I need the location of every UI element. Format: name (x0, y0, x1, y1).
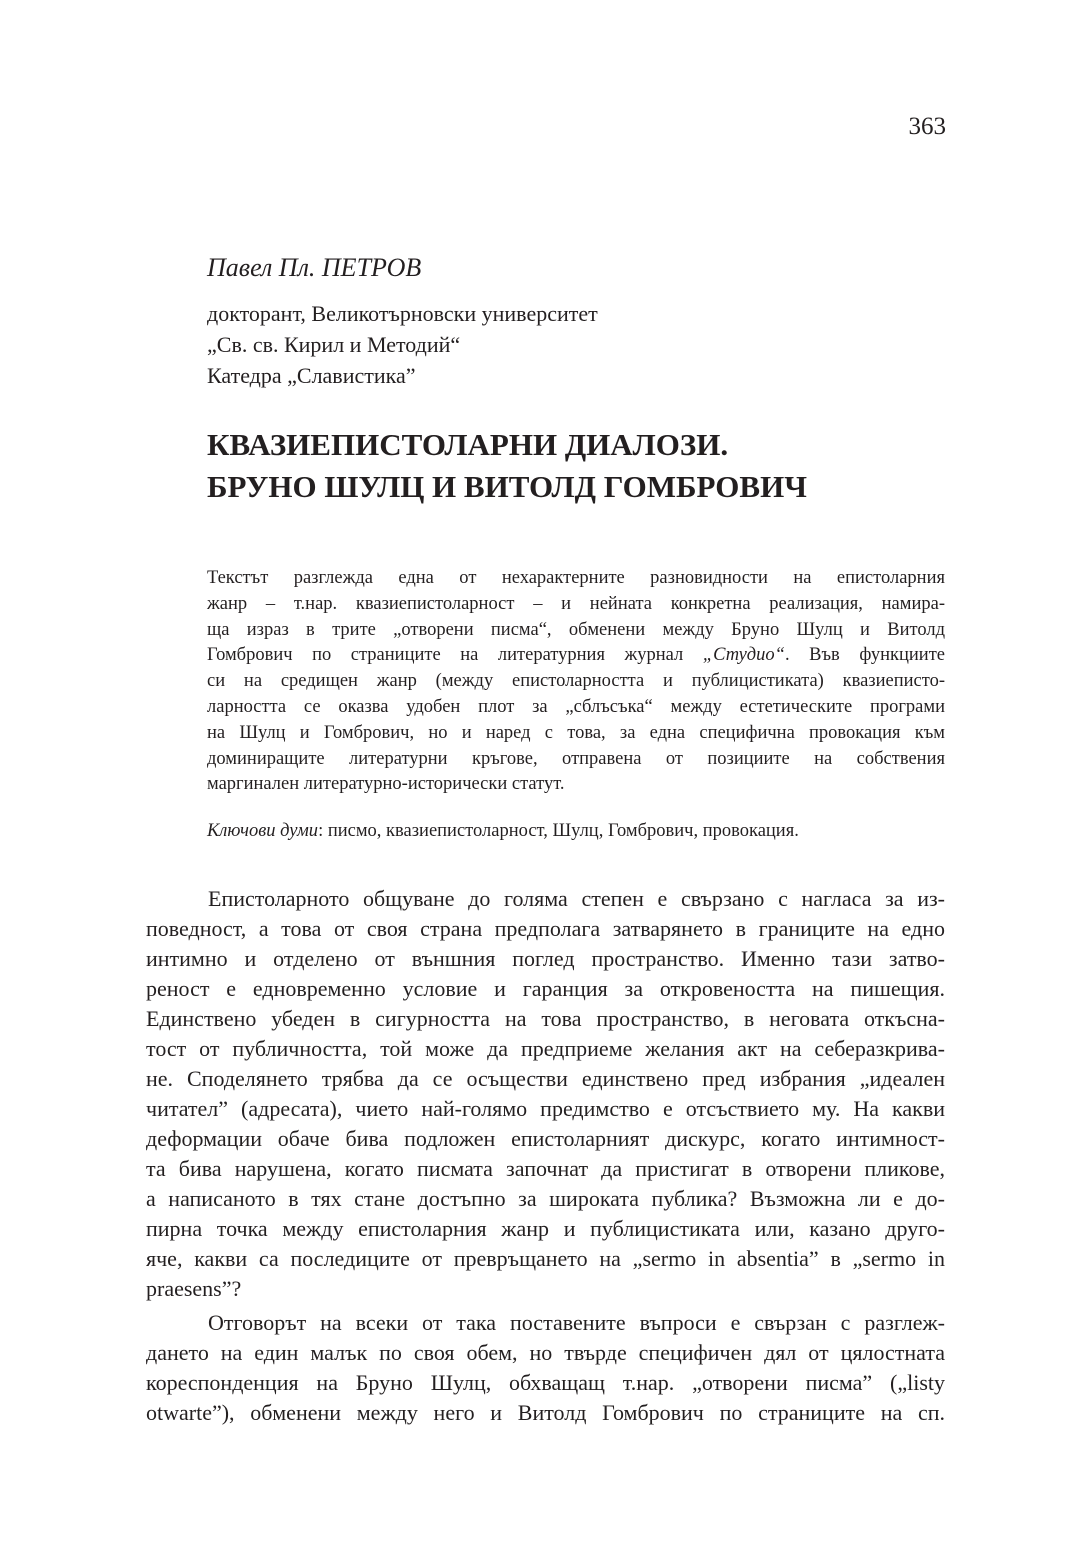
article-title (207, 424, 807, 508)
paragraph-line: а написаното в тях стане достъпно за широката публика? Възможна ли е до- (146, 1186, 945, 1211)
abstract-line: на Шулц и Гомбрович, но и наред с това, за една специфична провокация към (207, 722, 945, 743)
abstract-text: Гомбрович по страниците на литературния журнал (207, 645, 703, 666)
paragraph-line: Епистоларното общуване до голяма степен е свързано с нагласа за из- (208, 886, 945, 911)
keywords-list: : писмо, квазиепистоларност, Шулц, Гомбрович, провокация. (318, 821, 799, 841)
journal-name: „Студио“ (702, 645, 785, 666)
abstract-line: доминиращите литературни кръгове, отправена от позициите на собствения (207, 748, 945, 769)
paragraph-line: otwarte”), обменени между него и Витолд Гомбрович по страниците на сп. (146, 1400, 945, 1425)
abstract-line: жанр – т.нар. квазиепистоларност – и нейната конкретна реализация, намира- (207, 593, 945, 614)
page-number: 363 (908, 113, 946, 140)
abstract-line: ща израз в трите „отворени писма“, обменени между Бруно Шулц и Витолд (207, 619, 945, 640)
affiliation-line: „Св. св. Кирил и Методий“ (207, 332, 461, 357)
title-line: БРУНО ШУЛЦ И ВИТОЛД ГОМБРОВИЧ (207, 469, 807, 504)
abstract-line: си на средищен жанр (между епистоларността и публицистиката) квазиеписто- (207, 671, 945, 692)
paragraph (146, 884, 945, 1304)
paragraph-line: читател” (адресата), чието най-голямо предимство е отсъствието му. На какви (146, 1096, 945, 1121)
paragraph-line: яче, какви са последиците от превръщането на „sermo in absentia” в „sermo in (146, 1246, 945, 1271)
keywords (207, 818, 945, 844)
paragraph-line: та бива нарушена, когато писмата започнат да пристигат в отворени пликове, (146, 1156, 945, 1181)
paragraph-line: реност е едновременно условие и гаранция за откровеността на пишещия. (146, 976, 945, 1001)
paragraph-line: поведност, а това от своя страна предполага затварянето в границите на едно (146, 916, 945, 941)
abstract-line: ларността се оказва удобен плот за „сблъсъка“ между естетическите програми (207, 696, 945, 717)
abstract-text: . Във функциите (784, 645, 945, 666)
abstract-line (207, 643, 945, 669)
paragraph-line: интимно и отделено от външния поглед пространство. Именно тази затво- (146, 946, 945, 971)
keywords-label: Ключови думи (207, 821, 319, 841)
paragraph-line: кореспонденция на Бруно Шулц, обхващащ т.нар. „отворени писма” („listy (146, 1370, 945, 1395)
abstract (207, 566, 945, 798)
paragraph (146, 1308, 945, 1428)
paragraph-line: тост от публичността, той може да предприеме желания акт на себеразкрива- (146, 1036, 945, 1061)
affiliation-line: Катедра „Славистика” (207, 363, 416, 388)
paragraph-line: деформации обаче бива подложен епистоларният дискурс, когато интимност- (146, 1126, 945, 1151)
paragraph-line: пирна точка между епистоларния жанр и публицистиката или, казано друго- (146, 1216, 945, 1241)
affiliation-line: докторант, Великотърновски университет (207, 301, 598, 326)
author-name: Павел Пл. ПЕТРОВ (207, 253, 422, 282)
abstract-line: маргинален литературно-исторически статут. (207, 774, 565, 795)
abstract-line: Текстът разглежда една от нехарактерните разновидности на епистоларния (207, 568, 945, 588)
paragraph-line: дането на един малък по своя обем, но твърде специфичен дял от цялостната (146, 1340, 945, 1365)
title-line: КВАЗИЕПИСТОЛАРНИ ДИАЛОЗИ. (207, 427, 729, 462)
paragraph-line: Отговорът на всеки от така поставените въпроси е свързан с разглеж- (208, 1310, 945, 1335)
paragraph-line: не. Споделянето трябва да се осъществи единствено пред избрания „идеален (146, 1066, 945, 1091)
body-text (146, 884, 945, 1428)
paragraph-line: praesens”? (146, 1276, 242, 1301)
paragraph-line: Единствено убеден в сигурността на това пространство, в неговата откъсна- (146, 1006, 945, 1031)
author-affiliation (207, 298, 598, 391)
